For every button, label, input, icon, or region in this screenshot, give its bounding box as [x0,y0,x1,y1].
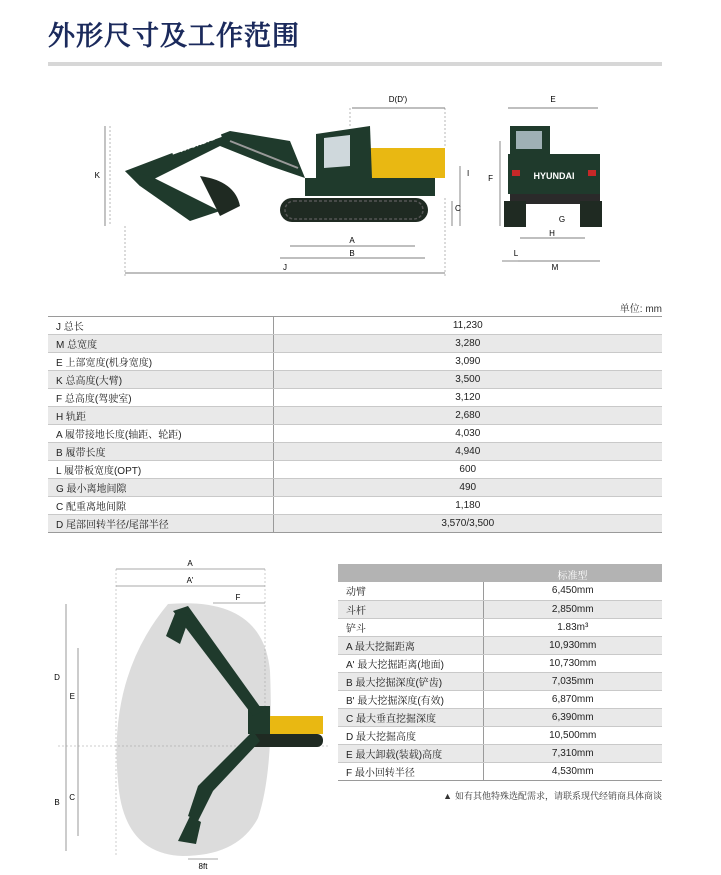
dimension-row [48,443,662,461]
row-value: 600 [273,461,662,479]
range-label-d: D [54,673,60,682]
range-label-8ft: 8ft [198,862,208,871]
label-j: J [283,263,287,272]
working-range-table [338,582,662,781]
label-i: I [467,169,470,178]
row-value: 490 [273,479,662,497]
row-value: 11,230 [273,317,662,335]
dimension-drawing [80,86,620,286]
row-label: A' 最大挖掘距离(地面) [338,654,483,672]
row-label: C 配重离地间隙 [48,497,273,515]
label-l: L [513,249,519,258]
row-value: 4,530mm [483,762,662,780]
range-row [338,762,662,780]
dimension-row [48,461,662,479]
range-row [338,600,662,618]
row-label: C 最大垂直挖掘深度 [338,708,483,726]
row-label: 斗杆 [338,600,483,618]
row-label: D 尾部回转半径/尾部半径 [48,515,273,533]
label-c: C [455,204,461,213]
row-value: 4,940 [273,443,662,461]
range-table-header [338,564,662,582]
row-label: F 最小回转半径 [338,762,483,780]
dimension-row [48,371,662,389]
range-label-e: E [69,692,75,701]
row-label: B 履带长度 [48,443,273,461]
excavator-rear-view [504,126,602,227]
dimension-row [48,389,662,407]
label-h: H [549,229,555,238]
row-label: 动臂 [338,582,483,600]
row-value: 3,120 [273,389,662,407]
row-value: 3,500 [273,371,662,389]
range-table-header-label: 标准型 [557,571,588,582]
dimension-row [48,317,662,335]
row-label: K 总高度(大臂) [48,371,273,389]
dimension-row [48,497,662,515]
row-label: B 最大挖掘深度(铲齿) [338,672,483,690]
page-title: 外形尺寸及工作范围 [48,21,300,51]
label-e: E [550,95,556,104]
dimension-row [48,335,662,353]
label-b: B [349,249,355,258]
unit-label: 单位: mm [619,304,662,315]
range-label-f: F [235,593,241,602]
row-value: 2,680 [273,407,662,425]
row-value: 4,030 [273,425,662,443]
row-value: 6,450mm [483,582,662,600]
row-label: F 总高度(驾驶室) [48,389,273,407]
row-value: 10,730mm [483,654,662,672]
label-m: M [551,263,559,272]
title-divider [48,62,662,66]
range-row [338,618,662,636]
row-value: 2,850mm [483,600,662,618]
row-label: A 履带接地长度(轴距、轮距) [48,425,273,443]
label-k: K [94,171,100,180]
row-label: E 上部宽度(机身宽度) [48,353,273,371]
range-row [338,636,662,654]
range-row [338,708,662,726]
row-value: 1,180 [273,497,662,515]
label-d: D(D') [388,95,408,104]
label-a: A [349,236,355,245]
dimension-row [48,425,662,443]
row-value: 3,570/3,500 [273,515,662,533]
row-value: 3,280 [273,335,662,353]
triangle-icon: ▲ [443,791,452,801]
row-value: 7,035mm [483,672,662,690]
dimension-row [48,479,662,497]
row-label: J 总长 [48,317,273,335]
range-row [338,582,662,600]
range-row [338,672,662,690]
row-label: 铲斗 [338,618,483,636]
row-label: M 总宽度 [48,335,273,353]
range-row [338,744,662,762]
row-label: L 履带板宽度(OPT) [48,461,273,479]
row-label: D 最大挖掘高度 [338,726,483,744]
range-row [338,690,662,708]
row-label: E 最大卸载(装载)高度 [338,744,483,762]
dimension-row [48,407,662,425]
label-f: F [488,174,493,183]
row-value: 7,310mm [483,744,662,762]
brand-logo-rear: HYUNDAI [533,171,575,181]
row-value: 10,930mm [483,636,662,654]
range-label-b: B [54,798,60,807]
excavator-side-view [125,126,445,222]
footnote-text: 如有其他特殊选配需求，请联系现代经销商具体商谈 [454,791,662,801]
range-row [338,654,662,672]
row-value: 6,390mm [483,708,662,726]
dimensions-table [48,316,662,533]
row-value: 10,500mm [483,726,662,744]
range-label-c: C [69,793,75,802]
label-g: G [558,215,566,224]
dimension-row [48,353,662,371]
range-label-a: A [187,559,193,568]
range-label-a-prime: A' [186,576,194,585]
row-label: B' 最大挖掘深度(有效) [338,690,483,708]
row-label: H 轨距 [48,407,273,425]
row-label: G 最小离地间隙 [48,479,273,497]
brand-logo-side: HYUNDAI [178,133,216,155]
row-value: 1.83m³ [483,618,662,636]
working-range-diagram [48,556,338,872]
dimension-row [48,515,662,533]
row-value: 3,090 [273,353,662,371]
row-value: 6,870mm [483,690,662,708]
footnote [443,789,662,802]
row-label: A 最大挖掘距离 [338,636,483,654]
range-row [338,726,662,744]
